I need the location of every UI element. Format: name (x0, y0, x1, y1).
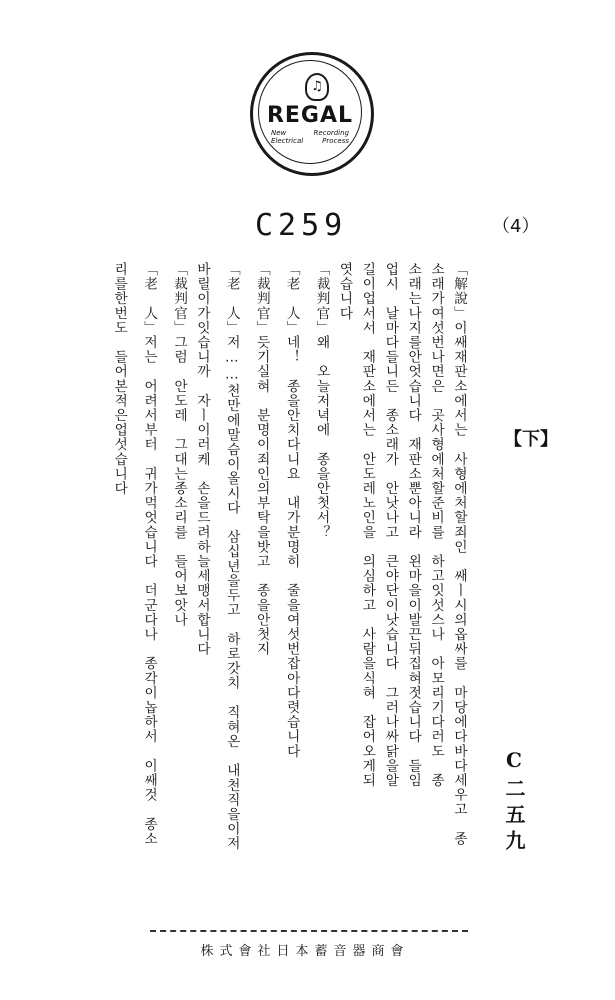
script-text-block (111, 262, 470, 910)
logo-left-caption (271, 129, 303, 145)
page-number: （4） (492, 216, 540, 237)
logo-right-line-1: Recording (313, 129, 349, 137)
regal-logo (250, 52, 374, 176)
script-line: 「裁判官」그럼 안도레 그대는종소리를 들어보앗나 (171, 262, 188, 627)
script-line: 바릴이가잇습니까 자ㅣ이러케 손을드려하늘세맹서합니다 (193, 262, 210, 657)
script-line: 소래는나지를안엇습니다 재판소뿐아니라 왼마을이발끈뒤집혀젓습니다 들임 (405, 262, 422, 788)
script-line: 「裁判官」왜 오늘저녁에 종을안첫서？ (313, 262, 330, 540)
script-line: 소래가여섯번나면은 곳사형에처할준비를 하고잇섯스나 아모리기다러도 종 (428, 262, 445, 788)
script-line: 업시 날마다들니든 종소래가 안낫나고 큰야단이낫습니다 그러나싸닭을알 (382, 262, 399, 788)
logo-right-caption (314, 129, 349, 145)
script-line: 엿습니다 (336, 262, 353, 321)
script-line: 길이업서서 재판소에서는 안도레노인을 의심하고 사람을식혀 잡어오게되 (359, 262, 376, 788)
logo-left-line-2: Electrical (271, 137, 304, 145)
side-catalog-number: C二五九 (502, 748, 526, 856)
publisher-footer: 株式會社日本蓄音器商會 (200, 944, 410, 959)
script-line: 「老 人」저……천만에말슴이올시다 삼십년을두고 하로갓치 직혀온 내천직을이저 (223, 262, 240, 851)
script-line: 리를한번도 들어본적은업섯습니다 (111, 262, 128, 496)
script-line: 「裁判官」듯기실혀 분명이죄인의부탁을밧고 종을안첫지 (253, 262, 270, 657)
logo-left-line-1: New (271, 129, 287, 137)
script-line: 「解說」이쌔재판소에서는 사형에처할죄인 쌔ㅣ시의옵싸를 마당에다바다세우고 종 (451, 262, 467, 846)
logo-inner-ring (258, 60, 362, 164)
footer-divider (150, 930, 468, 932)
logo-brand: REGAL (266, 103, 354, 128)
side-label: 【下】 (504, 429, 558, 450)
script-line: 「老 人」네！ 종을안치다니요 내가분명히 줄을여섯번잡아다렷습니다 (283, 262, 300, 759)
note-icon: ♫ (305, 73, 329, 101)
script-line: 「老 人」저는 어려서부터 귀가먹엇습니다 더군다나 종각이놉하서 이쌔것 종소 (141, 262, 158, 846)
catalog-number: C259 (255, 208, 348, 243)
logo-right-line-2: Process (322, 137, 349, 145)
